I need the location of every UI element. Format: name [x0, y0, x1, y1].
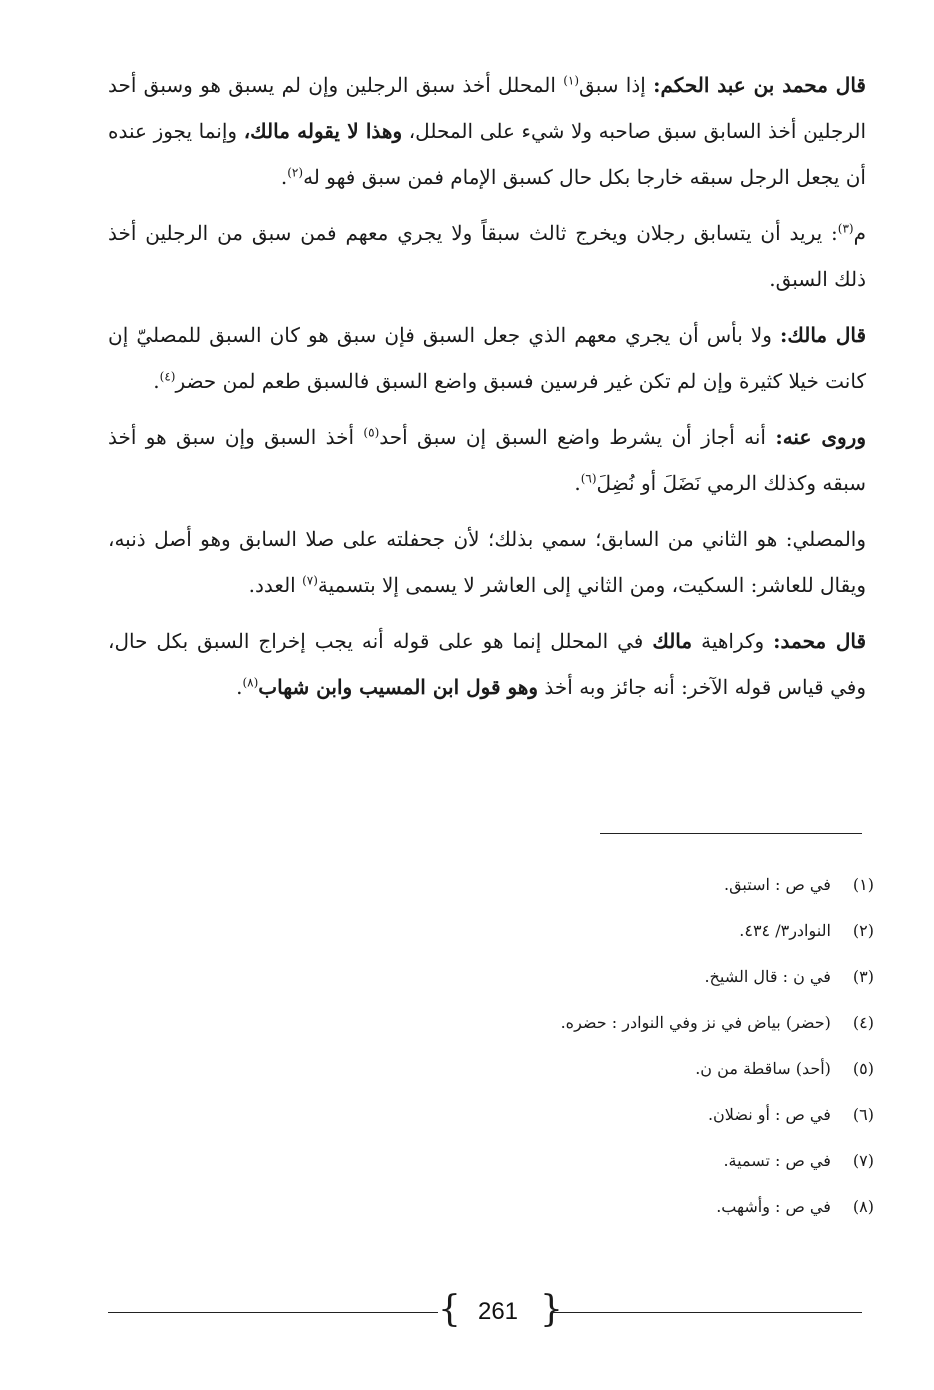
footnote-number: (٢)	[852, 921, 874, 940]
footnote-ref: (٨)	[242, 675, 259, 690]
footnote	[454, 908, 874, 954]
paragraph-lead: قال محمد بن عبد الحكم:	[653, 73, 866, 97]
footnote-text: في ن : قال الشيخ.	[704, 967, 836, 986]
text-run: في المحلل إنما هو على قوله أنه يجب إخراج السبق بكل حال، وفي قياس قوله الآخر: أنه جائز وبه أخذ	[108, 629, 866, 699]
left-brace: {	[438, 1289, 461, 1330]
text-run: أخذ السبق وإن سبق هو أخذ سبقه وكذلك الرمي نَضَلَ أو نُضِلَ	[108, 425, 866, 495]
text-run: والمصلي: هو الثاني من السابق؛ سمي بذلك؛ لأن جحفلته على صلا السابق وهو أصل ذنبه، ويقال للعاشر: السكيت، ومن الثاني إلى العاشر لا يسمى إلا بتسمية	[108, 527, 866, 597]
paragraph-lead: وروى عنه:	[775, 425, 866, 449]
footnotes	[454, 862, 874, 1230]
paragraph	[108, 312, 866, 404]
footnote-number: (٥)	[852, 1059, 874, 1078]
footnote-ref: (٧)	[302, 573, 318, 588]
footnote-number: (٦)	[852, 1105, 874, 1124]
footnote-text: في ص : أو نضلان.	[707, 1105, 836, 1124]
text-run: وإنما يجوز عنده أن يجعل الرجل سبقه خارجا بكل حال كسبق الإمام فمن سبق فهو له	[108, 119, 866, 189]
bold-text: وهذا لا يقوله مالك،	[243, 119, 403, 143]
paragraph-lead: قال مالك:	[780, 323, 866, 347]
footnote-separator	[600, 833, 862, 834]
bold-text: وهو قول ابن المسيب وابن شهاب	[258, 675, 539, 699]
footnote-ref: (٤)	[159, 369, 176, 384]
bold-text: مالك	[652, 629, 693, 653]
footer-rule-left	[108, 1312, 438, 1313]
right-brace: }	[540, 1289, 563, 1330]
text-run: ولا بأس أن يجري معهم الذي جعل السبق فإن سبق هو كان السبق للمصليّ إن كانت خيلا كثيرة وإن لم تكن غير فرسين فسبق واضع السبق فالسبق طعم لمن حضر	[108, 323, 866, 393]
footnote-ref: (٣)	[837, 221, 854, 236]
text-run: إذا سبق	[579, 73, 654, 97]
text-run: .	[574, 471, 581, 495]
footnote	[454, 954, 874, 1000]
paragraph	[108, 516, 866, 608]
main-text	[108, 62, 866, 720]
text-run: : يريد أن يتسابق رجلان ويخرج ثالث سبقاً ولا يجري معهم فمن سبق من الرجلين أخذ ذلك السبق.	[108, 221, 866, 291]
footnote	[454, 1046, 874, 1092]
footnote-ref: (١)	[563, 73, 580, 88]
footnote-text: في ص : تسمية.	[723, 1151, 836, 1170]
footnote	[454, 1092, 874, 1138]
footnote-number: (٤)	[852, 1013, 874, 1032]
footnote	[454, 1138, 874, 1184]
footnote-number: (٨)	[852, 1197, 874, 1216]
paragraph-lead: قال محمد:	[773, 629, 867, 653]
text-run: المحلل أخذ سبق الرجلين وإن لم يسبق هو وسبق أحد الرجلين أخذ السابق سبق صاحبه ولا شيء على المحلل،	[108, 73, 866, 143]
footnote-text: النوادر٣/ ٤٣٤.	[739, 921, 836, 940]
text-run: .	[236, 675, 243, 699]
page-footer	[0, 1286, 934, 1336]
footnote-number: (٧)	[852, 1151, 874, 1170]
text-run: أنه أجاز أن يشرط واضع السبق إن سبق أحد	[379, 425, 776, 449]
footnote-text: (أحد) ساقطة من ن.	[695, 1059, 836, 1078]
footnote	[454, 1000, 874, 1046]
footnote-ref: (٥)	[363, 425, 380, 440]
footer-rule-right	[552, 1312, 862, 1313]
paragraph	[108, 618, 866, 710]
footnote-text: في ص : استبق.	[724, 875, 836, 894]
footnote-ref: (٢)	[287, 165, 304, 180]
text-run: .	[153, 369, 160, 393]
paragraph	[108, 414, 866, 506]
page-number: 261	[477, 1298, 519, 1325]
text-run: م	[853, 221, 866, 245]
footnote-text: في ص : وأشهب.	[716, 1197, 836, 1216]
paragraph	[108, 210, 866, 302]
footnote-number: (١)	[852, 875, 874, 894]
footnote-text: (حضر) بياض في نز وفي النوادر : حضره.	[560, 1013, 836, 1032]
paragraph	[108, 62, 866, 200]
footnote-ref: (٦)	[580, 471, 597, 486]
text-run: وكراهية	[692, 629, 774, 653]
footnote	[454, 862, 874, 908]
footnote-number: (٣)	[852, 967, 874, 986]
text-run: العدد.	[248, 573, 303, 597]
footnote	[454, 1184, 874, 1230]
text-run: .	[280, 165, 288, 189]
